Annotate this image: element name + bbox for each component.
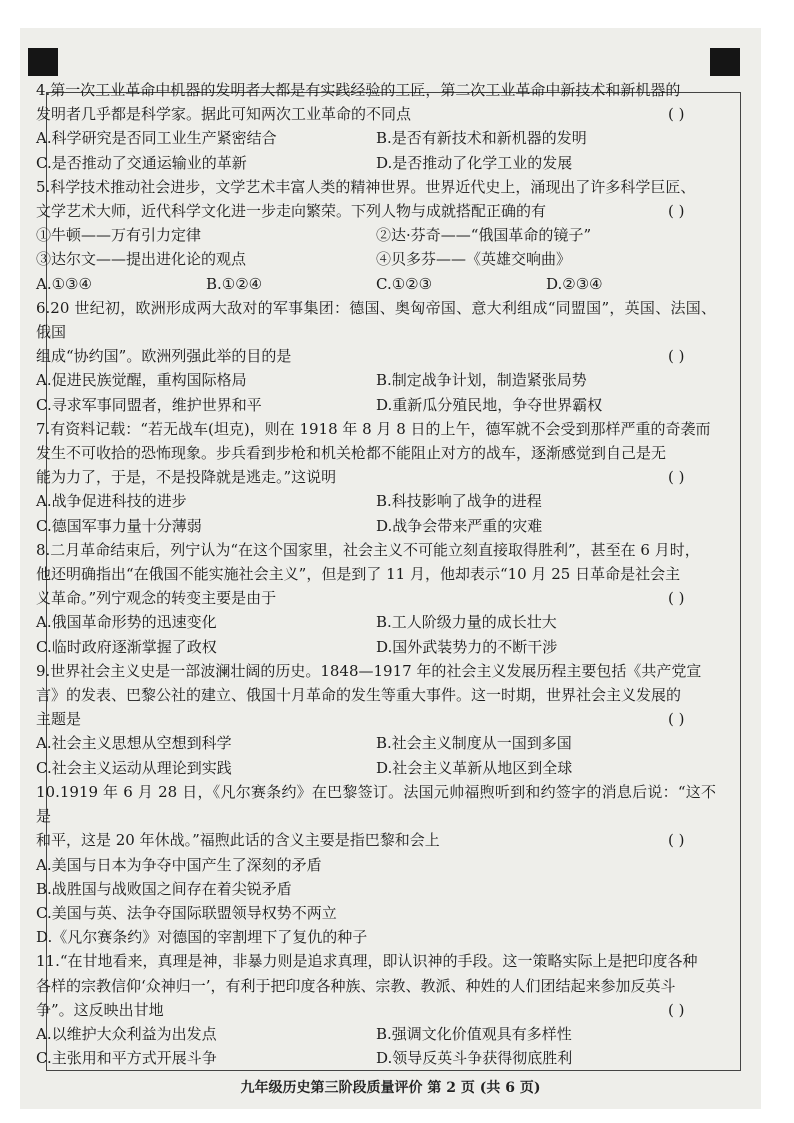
- stem-text: 言》的发表、巴黎公社的建立、俄国十月革命的发生等重大事件。这一时期，世界社会主义发展的: [36, 686, 682, 705]
- answer-option[interactable]: A.①③④: [36, 274, 92, 293]
- option-row: [36, 731, 716, 755]
- question-list: [36, 78, 716, 1070]
- stem-text: 组成“协约国”。欧洲列强此举的目的是: [36, 347, 292, 366]
- answer-option[interactable]: A.社会主义思想从空想到科学: [36, 734, 232, 753]
- answer-option[interactable]: B.科技影响了战争的进程: [376, 492, 542, 511]
- option-row: [36, 635, 716, 659]
- question-stem-line: [36, 780, 716, 828]
- stem-text: 发明者几乎都是科学家。据此可知两次工业革命的不同点: [36, 105, 412, 124]
- statement-row: [36, 247, 716, 271]
- option-row: [36, 151, 716, 175]
- question-stem-line: [36, 296, 716, 344]
- question-stem-line: [36, 102, 716, 126]
- answer-bracket[interactable]: ( ): [668, 202, 685, 221]
- answer-option[interactable]: B.①②④: [206, 274, 263, 293]
- answer-bracket[interactable]: ( ): [668, 347, 685, 366]
- question-11: [36, 949, 716, 1070]
- question-stem-line: [36, 441, 716, 465]
- answer-option[interactable]: A.科学研究是否同工业生产紧密结合: [36, 129, 277, 148]
- question-stem-line: [36, 465, 716, 489]
- option-row: [36, 272, 716, 296]
- stem-text: 5.科学技术推动社会进步，文学艺术丰富人类的精神世界。世界近代史上，涌现出了许多科学巨匠、: [36, 177, 696, 196]
- question-5: [36, 175, 716, 296]
- question-stem-line: [36, 707, 716, 731]
- answer-option[interactable]: A.美国与日本为争夺中国产生了深刻的矛盾: [36, 855, 322, 874]
- question-10: [36, 780, 716, 949]
- registration-mark-right: [710, 48, 740, 76]
- answer-option[interactable]: C.主张用和平方式开展斗争: [36, 1049, 217, 1068]
- question-stem-line: [36, 974, 716, 998]
- stem-text: 能为力了，于是，不是投降就是逃走。”这说明: [36, 468, 337, 487]
- answer-option[interactable]: C.德国军事力量十分薄弱: [36, 516, 202, 535]
- answer-option[interactable]: B.制定战争计划，制造紧张局势: [376, 371, 587, 390]
- stem-text: 10.1919 年 6 月 28 日，《凡尔赛条约》在巴黎签订。法国元帅福煦听到和约签字的消息后说：“这不是: [36, 782, 716, 826]
- stem-text: 4.第一次工业革命中机器的发明者大都是有实践经验的工匠，第二次工业革命中新技术和新机器的: [36, 81, 681, 99]
- answer-option[interactable]: D.社会主义革新从地区到全球: [376, 758, 573, 777]
- question-stem-line: [36, 175, 716, 199]
- answer-option[interactable]: C.是否推动了交通运输业的革新: [36, 153, 247, 172]
- question-6: [36, 296, 716, 417]
- option-row: [36, 756, 716, 780]
- answer-option[interactable]: D.②③④: [546, 274, 603, 293]
- option-row: [36, 368, 716, 392]
- question-stem-line: [36, 949, 716, 973]
- answer-option[interactable]: D.战争会带来严重的灾难: [376, 516, 543, 535]
- answer-option[interactable]: D.重新瓜分殖民地，争夺世界霸权: [376, 395, 603, 414]
- answer-option[interactable]: B.战胜国与战败国之间存在着尖锐矛盾: [36, 879, 292, 898]
- statement-item: ④贝多芬——《英雄交响曲》: [376, 250, 572, 269]
- question-stem-line: [36, 78, 716, 102]
- question-7: [36, 417, 716, 538]
- answer-option[interactable]: B.社会主义制度从一国到多国: [376, 734, 572, 753]
- option-row: [36, 610, 716, 634]
- stem-text: 11.“在甘地看来，真理是神，非暴力则是追求真理，即认识神的手段。这一策略实际上是把印度各种: [36, 952, 698, 971]
- statement-item: ①牛顿——万有引力定律: [36, 226, 202, 245]
- option-row: [36, 514, 716, 538]
- stem-text: 争”。这反映出甘地: [36, 1000, 164, 1019]
- answer-option[interactable]: C.①②③: [376, 274, 433, 293]
- answer-bracket[interactable]: ( ): [668, 105, 685, 124]
- stem-text: 和平，这是 20 年休战。”福煦此话的含义主要是指巴黎和会上: [36, 831, 440, 850]
- statement-item: ③达尔文——提出进化论的观点: [36, 250, 247, 269]
- question-stem-line: [36, 417, 716, 441]
- answer-option[interactable]: B.强调文化价值观具有多样性: [376, 1024, 572, 1043]
- page-footer: 九年级历史第三阶段质量评价 第 2 页 (共 6 页): [240, 1080, 541, 1096]
- answer-option[interactable]: A.俄国革命形势的迅速变化: [36, 613, 217, 632]
- answer-option[interactable]: B.工人阶级力量的成长壮大: [376, 613, 557, 632]
- stem-text: 8.二月革命结束后，列宁认为“在这个国家里，社会主义不可能立刻直接取得胜利”，甚至在 6 月时，: [36, 540, 700, 559]
- stem-text: 主题是: [36, 710, 82, 729]
- question-4: [36, 78, 716, 175]
- answer-option[interactable]: A.促进民族觉醒，重构国际格局: [36, 371, 247, 390]
- option-row: [36, 393, 716, 417]
- question-stem-line: [36, 828, 716, 852]
- answer-bracket[interactable]: ( ): [668, 710, 685, 729]
- answer-bracket[interactable]: ( ): [668, 468, 685, 487]
- question-stem-line: [36, 562, 716, 586]
- question-9: [36, 659, 716, 780]
- question-stem-line: [36, 998, 716, 1022]
- option-row: [36, 1046, 716, 1070]
- stem-text: 文学艺术大师，近代科学文化进一步走向繁荣。下列人物与成就搭配正确的有: [36, 202, 547, 221]
- answer-option[interactable]: D.是否推动了化学工业的发展: [376, 153, 573, 172]
- question-stem-line: [36, 586, 716, 610]
- answer-option[interactable]: A.以维护大众利益为出发点: [36, 1024, 217, 1043]
- answer-option[interactable]: D.领导反英斗争获得彻底胜利: [376, 1049, 573, 1068]
- stem-text: 7.有资料记载：“若无战车(坦克)，则在 1918 年 8 月 8 日的上午，德军就不会受到那样严重的奇袭而: [36, 419, 711, 438]
- answer-option[interactable]: D.《凡尔赛条约》对德国的宰割埋下了复仇的种子: [36, 928, 368, 947]
- stem-text: 6.20 世纪初，欧洲形成两大敌对的军事集团：德国、奥匈帝国、意大利组成“同盟国”，英国、法国、俄国: [36, 298, 716, 342]
- answer-bracket[interactable]: ( ): [668, 831, 685, 850]
- statement-row: [36, 223, 716, 247]
- stem-text: 各样的宗教信仰‘众神归一’，有利于把印度各种族、宗教、教派、种姓的人们团结起来参加反英斗: [36, 976, 676, 995]
- option-row: [36, 489, 716, 513]
- statement-item: ②达·芬奇——“俄国革命的镜子”: [376, 226, 592, 245]
- question-stem-line: [36, 538, 716, 562]
- question-stem-line: [36, 344, 716, 368]
- registration-mark-left: [28, 48, 58, 76]
- answer-option[interactable]: B.是否有新技术和新机器的发明: [376, 129, 587, 148]
- answer-bracket[interactable]: ( ): [668, 1000, 685, 1019]
- stem-text: 9.世界社会主义史是一部波澜壮阔的历史。1848—1917 年的社会主义发展历程主要包括《共产党宣: [36, 661, 702, 680]
- answer-option[interactable]: C.寻求军事同盟者，维护世界和平: [36, 395, 262, 414]
- question-stem-line: [36, 659, 716, 683]
- stem-text: 发生不可收拾的恐怖现象。步兵看到步枪和机关枪都不能阻止对方的战车，逐渐感觉到自己是无: [36, 444, 667, 463]
- answer-option[interactable]: A.战争促进科技的进步: [36, 492, 187, 511]
- answer-bracket[interactable]: ( ): [668, 589, 685, 608]
- option-row: [36, 1022, 716, 1046]
- question-8: [36, 538, 716, 659]
- question-stem-line: [36, 683, 716, 707]
- answer-option[interactable]: C.临时政府逐渐掌握了政权: [36, 637, 217, 656]
- stem-text: 他还明确指出“在俄国不能实施社会主义”，但是到了 11 月，他却表示“10 月 25 日革命是社会主: [36, 565, 681, 584]
- answer-option[interactable]: C.美国与英、法争夺国际联盟领导权势不两立: [36, 903, 337, 922]
- option-row: [36, 126, 716, 150]
- question-stem-line: [36, 199, 716, 223]
- answer-option[interactable]: D.国外武装势力的不断干涉: [376, 637, 558, 656]
- answer-option[interactable]: C.社会主义运动从理论到实践: [36, 758, 232, 777]
- stem-text: 义革命。”列宁观念的转变主要是由于: [36, 589, 277, 608]
